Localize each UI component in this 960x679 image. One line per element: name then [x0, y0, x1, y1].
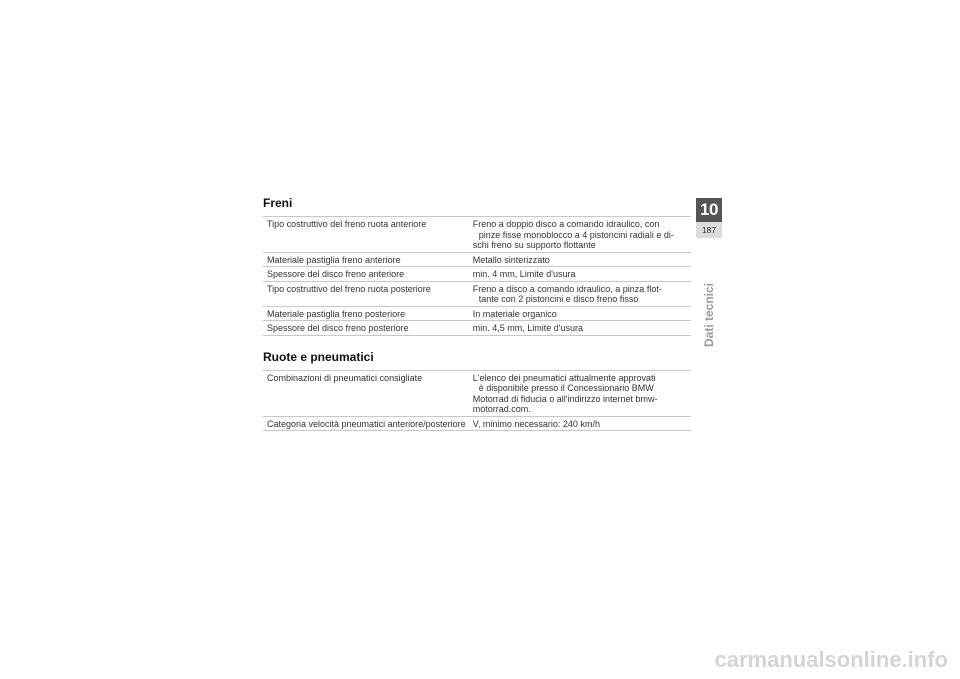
spec-value: Metallo sinterizzato: [472, 254, 550, 265]
spec-value-line: Freno a disco a comando idraulico, a pinza flot-: [472, 283, 662, 294]
spec-label: Tipo costruttivo del freno ruota posteriore: [267, 283, 431, 294]
table-row: [263, 217, 691, 253]
section-title-freni: Freni: [263, 196, 293, 210]
brakes-spec-table: [263, 216, 691, 336]
page-number: 187: [696, 222, 722, 238]
spec-label: Materiale pastiglia freno posteriore: [267, 308, 406, 319]
spec-value: min. 4 mm, Limite d'usura: [472, 269, 576, 279]
spec-label: Tipo costruttivo del freno ruota anteriore: [267, 219, 427, 229]
spec-value: V, minimo necessario: 240 km/h: [472, 418, 600, 429]
table-row: [263, 321, 691, 336]
table-row: [263, 281, 691, 306]
table-row: [263, 267, 691, 282]
section-vertical-title: Dati tecnici: [702, 282, 716, 347]
table-row: [263, 252, 691, 267]
chapter-number: 10: [696, 198, 722, 222]
table-row: [263, 306, 691, 321]
spec-value: [473, 370, 691, 416]
spec-value: [473, 281, 691, 306]
spec-value-line: motorrad.com.: [472, 404, 531, 414]
spec-value-line: schi freno su supporto flottante: [472, 240, 596, 250]
watermark: carmanualsonline.info: [714, 647, 948, 672]
spec-label: Spessore del disco freno anteriore: [267, 269, 405, 279]
document-content: [263, 196, 691, 431]
spec-value-line: tante con 2 pistoncini e disco freno fisso: [478, 294, 639, 304]
table-row: [263, 416, 691, 431]
spec-value: [473, 217, 691, 253]
table-row: [263, 370, 691, 416]
spec-value-line: pinze fisse monoblocco a 4 pistoncini radiali e di-: [478, 229, 674, 240]
spec-value: min. 4,5 mm, Limite d'usura: [472, 323, 583, 333]
spec-label: Materiale pastiglia freno anteriore: [267, 254, 401, 265]
chapter-tab: [696, 198, 722, 238]
spec-value-line: L'elenco dei pneumatici attualmente approvati: [472, 372, 656, 383]
spec-value-line: Freno a doppio disco a comando idraulico, con: [472, 219, 660, 229]
spec-label: Combinazioni di pneumatici consigliate: [267, 372, 423, 383]
spec-value-line: Motorrad di fiducia o all'indirizzo internet bmw-: [472, 393, 658, 404]
spec-label: Spessore del disco freno posteriore: [267, 323, 409, 333]
tyres-spec-table: [263, 370, 691, 432]
section-title-ruote: Ruote e pneumatici: [263, 349, 374, 364]
spec-value-line: è disponibile presso il Concessionario BMW: [478, 383, 654, 393]
spec-label: Categoria velocità pneumatici anteriore/posteriore: [267, 418, 466, 429]
spec-value: In materiale organico: [472, 308, 557, 319]
